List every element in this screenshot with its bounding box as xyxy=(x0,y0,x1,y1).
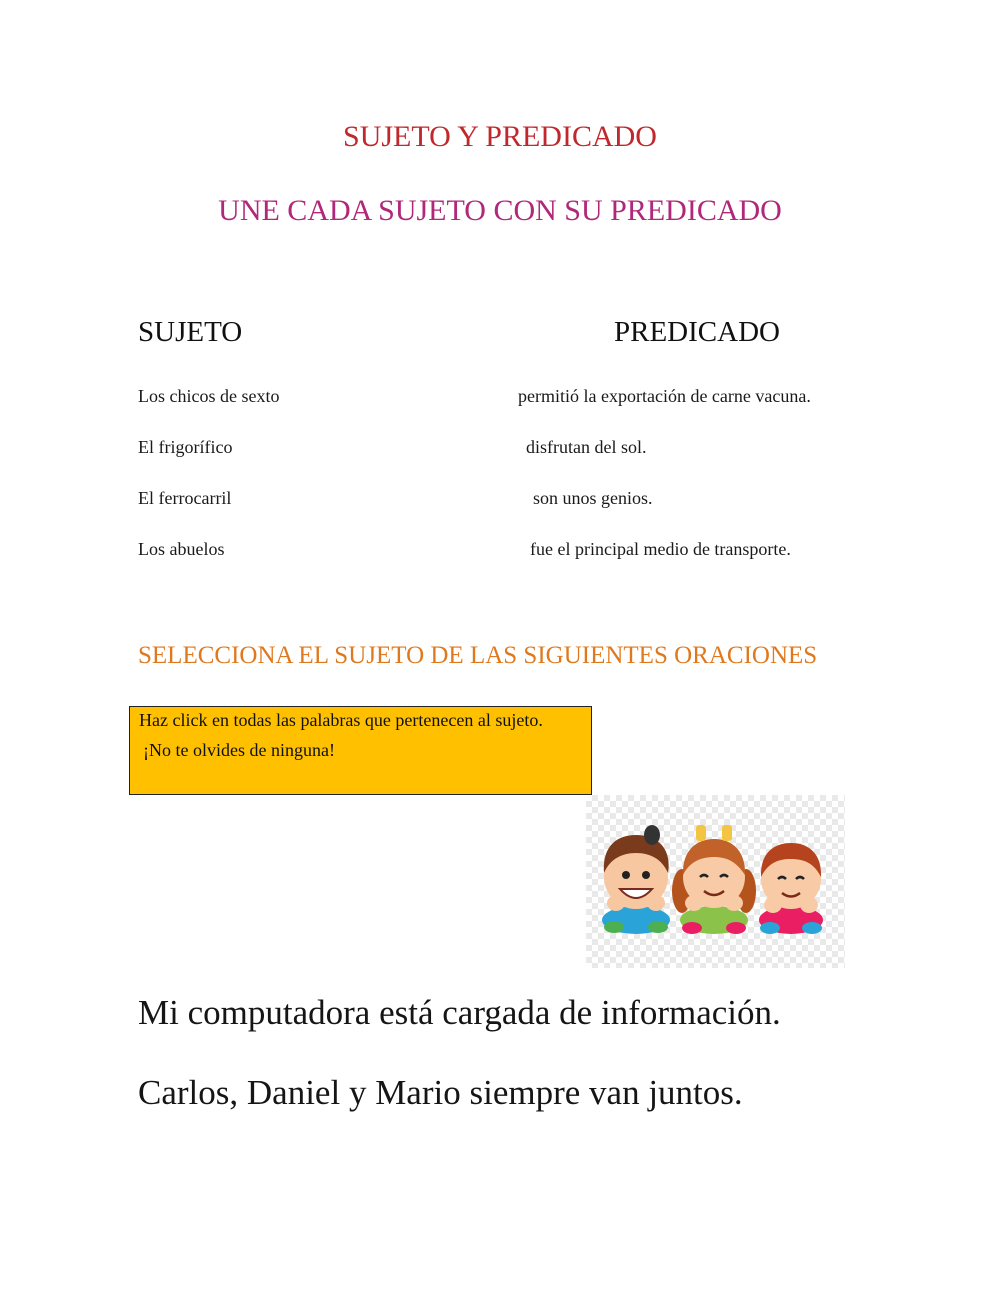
predicate-item[interactable]: son unos genios. xyxy=(533,488,653,508)
children-illustration xyxy=(586,795,845,968)
sentence-2 xyxy=(138,1073,743,1113)
word-token[interactable]: está xyxy=(379,993,434,1032)
matching-instruction: UNE CADA SUJETO CON SU PREDICADO xyxy=(218,194,782,227)
word-token[interactable]: Mi xyxy=(138,993,179,1032)
word-token[interactable]: información. xyxy=(600,993,781,1032)
children-illustration-svg xyxy=(586,795,845,968)
subject-item[interactable]: El frigorífico xyxy=(138,437,233,457)
word-token[interactable]: cargada xyxy=(442,993,551,1032)
word-token[interactable]: de xyxy=(559,993,593,1032)
kid-third xyxy=(759,843,823,934)
word-token[interactable]: Carlos, xyxy=(138,1073,239,1112)
page-title: SUJETO Y PREDICADO xyxy=(343,120,657,153)
instruction-line-2: ¡No te olvides de ninguna! xyxy=(143,740,335,760)
subject-item[interactable]: Los abuelos xyxy=(138,539,225,559)
word-token[interactable]: Mario xyxy=(375,1073,461,1112)
subject-item[interactable]: El ferrocarril xyxy=(138,488,232,508)
predicate-column-header: PREDICADO xyxy=(614,316,780,348)
subject-column-header: SUJETO xyxy=(138,316,243,348)
sentence-1 xyxy=(138,993,781,1033)
word-token[interactable]: y xyxy=(348,1073,367,1112)
instruction-box xyxy=(129,706,592,795)
predicate-item[interactable]: permitió la exportación de carne vacuna. xyxy=(518,386,811,406)
predicate-item[interactable]: disfrutan del sol. xyxy=(526,437,647,457)
word-token[interactable]: siempre xyxy=(469,1073,581,1112)
word-token[interactable]: juntos. xyxy=(648,1073,743,1112)
instruction-line-1: Haz click en todas las palabras que pertenecen al sujeto. xyxy=(139,710,543,730)
subject-item[interactable]: Los chicos de sexto xyxy=(138,386,280,406)
word-token[interactable]: computadora xyxy=(187,993,371,1032)
predicate-item[interactable]: fue el principal medio de transporte. xyxy=(530,539,791,559)
word-token[interactable]: van xyxy=(589,1073,640,1112)
kid-boy xyxy=(602,825,670,934)
selection-heading: SELECCIONA EL SUJETO DE LAS SIGUIENTES ORACIONES xyxy=(138,642,818,669)
kid-girl xyxy=(672,825,756,934)
word-token[interactable]: Daniel xyxy=(246,1073,341,1112)
